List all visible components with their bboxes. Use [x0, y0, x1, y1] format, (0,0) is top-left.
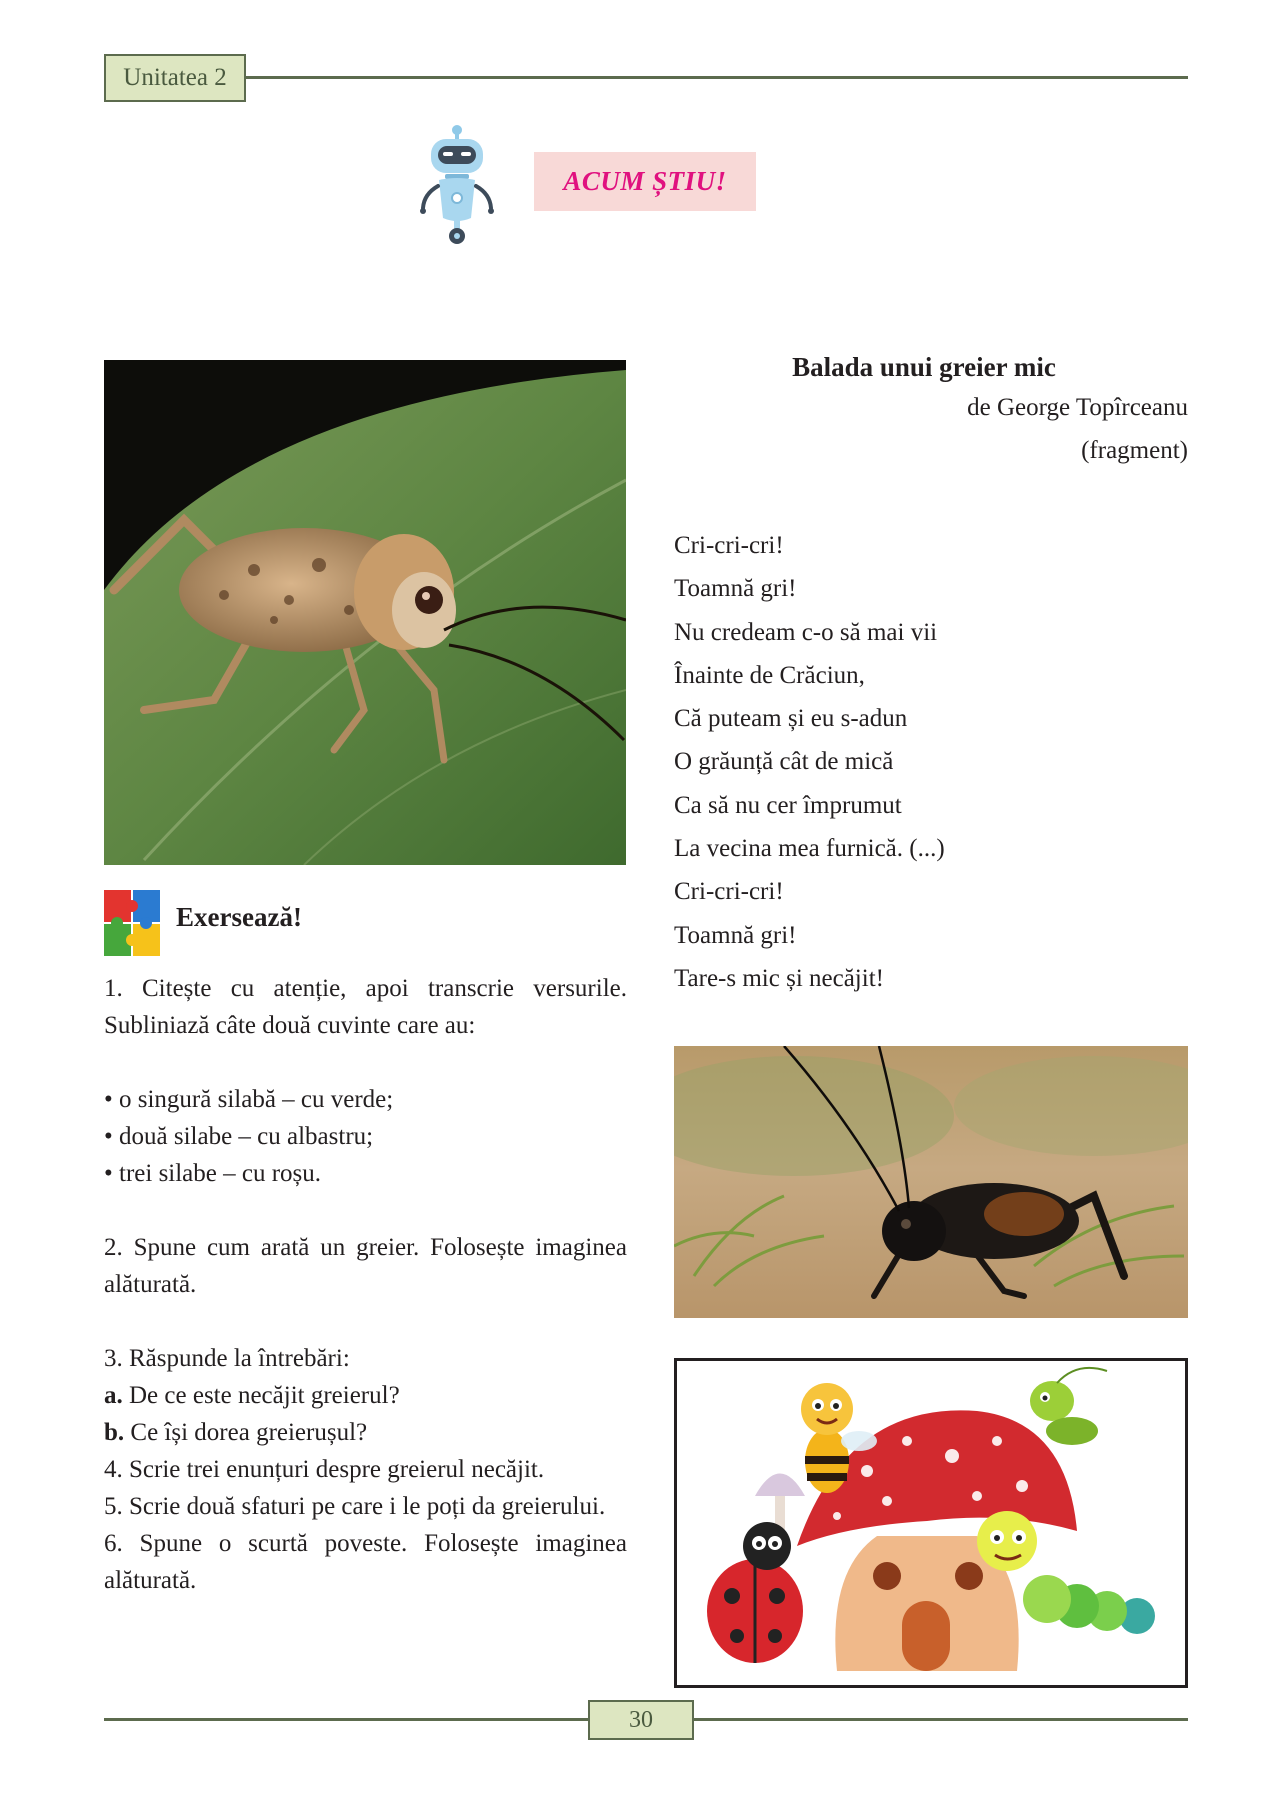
poem-line: Toamnă gri!	[674, 575, 797, 603]
exercise-list	[104, 970, 627, 1599]
poem-line: Ca să nu cer împrumut	[674, 791, 902, 819]
poem-line: Cri-cri-cri!	[674, 532, 784, 559]
cartoon-illustration	[677, 1361, 1185, 1685]
header-rule	[246, 76, 1188, 79]
exercise-4: 4. Scrie trei enunțuri despre greierul necăjit.	[104, 1456, 545, 1483]
exercise-3b-label: b.	[104, 1419, 125, 1446]
poem-line: Cri-cri-cri!	[674, 878, 784, 906]
exercise-3b-text: Ce își dorea greierușul?	[124, 1419, 368, 1446]
black-cricket-photo	[674, 1046, 1188, 1318]
poem-line: Că puteam și eu s-adun	[674, 705, 908, 733]
cartoon-frame	[674, 1358, 1188, 1688]
exercise-3: 3. Răspunde la întrebări:	[104, 1345, 350, 1372]
poem-note: (fragment)	[1081, 437, 1188, 464]
exercise-5: 5. Scrie două sfaturi pe care i le poți da greierului.	[104, 1493, 606, 1520]
exercise-3a-label: a.	[104, 1382, 123, 1409]
poem-line: Înainte de Crăciun,	[674, 661, 865, 689]
poem-verses	[674, 524, 1194, 1000]
exercise-heading: Exersează!	[176, 902, 302, 932]
poem-author: de George Topîrceanu	[967, 394, 1188, 421]
cricket-photo	[104, 360, 626, 865]
bullet-one-syllable: • o singură silabă – cu verde;	[104, 1086, 394, 1113]
poem-line: Toamnă gri!	[674, 921, 797, 949]
bullet-two-syllables: • două silabe – cu albastru;	[104, 1123, 374, 1150]
footer-rule-left	[104, 1718, 588, 1721]
exercise-3a	[104, 1377, 627, 1414]
poem-line: La vecina mea furnică. (...)	[674, 835, 945, 863]
exercise-3a-text: De ce este necăjit greierul?	[122, 1382, 400, 1409]
footer-rule-right	[694, 1718, 1188, 1721]
exercise-2: 2. Spune cum arată un greier. Folosește imaginea alăturată.	[104, 1234, 627, 1298]
robot-icon	[414, 122, 500, 246]
unit-label: Unitatea 2	[104, 54, 246, 102]
bullet-three-syllables: • trei silabe – cu roșu.	[104, 1160, 322, 1187]
poem-title: Balada unui greier mic	[792, 352, 1056, 382]
exercise-1: 1. Citește cu atenție, apoi transcrie versurile. Subliniază câte două cuvinte care au:	[104, 975, 627, 1039]
poem-line: Nu credeam c-o să mai vii	[674, 618, 938, 646]
exercise-3b	[104, 1414, 627, 1451]
puzzle-icon	[104, 890, 160, 956]
exercise-6: 6. Spune o scurtă poveste. Folosește imaginea alăturată.	[104, 1530, 627, 1594]
page-number: 30	[588, 1700, 694, 1740]
poem-line: Tare-s mic și necăjit!	[674, 964, 884, 992]
section-title: ACUM ȘTIU!	[534, 152, 756, 211]
poem-line: O grăunță cât de mică	[674, 748, 894, 776]
